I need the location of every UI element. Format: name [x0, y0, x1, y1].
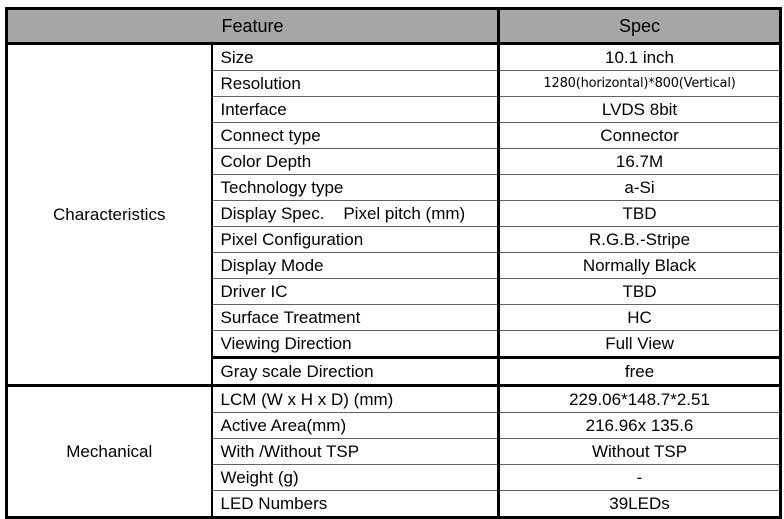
spec-cell: 16.7M — [499, 149, 781, 175]
header-row — [7, 9, 781, 44]
group-cell-characteristics: Characteristics — [7, 44, 212, 386]
feature-cell: Display Spec. Pixel pitch (mm) — [212, 201, 499, 227]
spec-cell: Without TSP — [499, 439, 781, 465]
spec-cell: free — [499, 358, 781, 386]
section-mechanical — [7, 386, 781, 518]
table-header — [7, 9, 781, 44]
feature-cell: Active Area(mm) — [212, 413, 499, 439]
spec-cell: - — [499, 465, 781, 491]
feature-cell: Interface — [212, 97, 499, 123]
feature-cell: Resolution — [212, 71, 499, 97]
spec-cell: 216.96x 135.6 — [499, 413, 781, 439]
section-characteristics — [7, 44, 781, 386]
spec-cell: LVDS 8bit — [499, 97, 781, 123]
spec-cell: TBD — [499, 201, 781, 227]
spec-cell: Connector — [499, 123, 781, 149]
spec-cell: Full View — [499, 331, 781, 358]
spec-cell: 229.06*148.7*2.51 — [499, 386, 781, 413]
feature-cell: Display Mode — [212, 253, 499, 279]
feature-cell: LED Numbers — [212, 491, 499, 518]
feature-cell: Driver IC — [212, 279, 499, 305]
feature-cell: Technology type — [212, 175, 499, 201]
feature-cell: With /Without TSP — [212, 439, 499, 465]
spec-cell: 1280(horizontal)*800(Vertical) — [499, 71, 781, 97]
feature-cell: Pixel Configuration — [212, 227, 499, 253]
spec-cell: 10.1 inch — [499, 44, 781, 71]
spec-cell: a-Si — [499, 175, 781, 201]
table-row — [7, 386, 781, 413]
spec-table — [5, 7, 782, 519]
spec-cell: Normally Black — [499, 253, 781, 279]
feature-cell: Weight (g) — [212, 465, 499, 491]
feature-cell: Color Depth — [212, 149, 499, 175]
group-cell-mechanical: Mechanical — [7, 386, 212, 518]
table-row — [7, 44, 781, 71]
header-feature: Feature — [7, 9, 499, 44]
spec-cell: 39LEDs — [499, 491, 781, 518]
feature-cell: Size — [212, 44, 499, 71]
feature-cell: Gray scale Direction — [212, 358, 499, 386]
header-spec: Spec — [499, 9, 781, 44]
spec-cell: HC — [499, 305, 781, 331]
feature-cell: LCM (W x H x D) (mm) — [212, 386, 499, 413]
feature-cell: Viewing Direction — [212, 331, 499, 358]
spec-cell: TBD — [499, 279, 781, 305]
feature-cell: Surface Treatment — [212, 305, 499, 331]
feature-cell: Connect type — [212, 123, 499, 149]
spec-cell: R.G.B.-Stripe — [499, 227, 781, 253]
